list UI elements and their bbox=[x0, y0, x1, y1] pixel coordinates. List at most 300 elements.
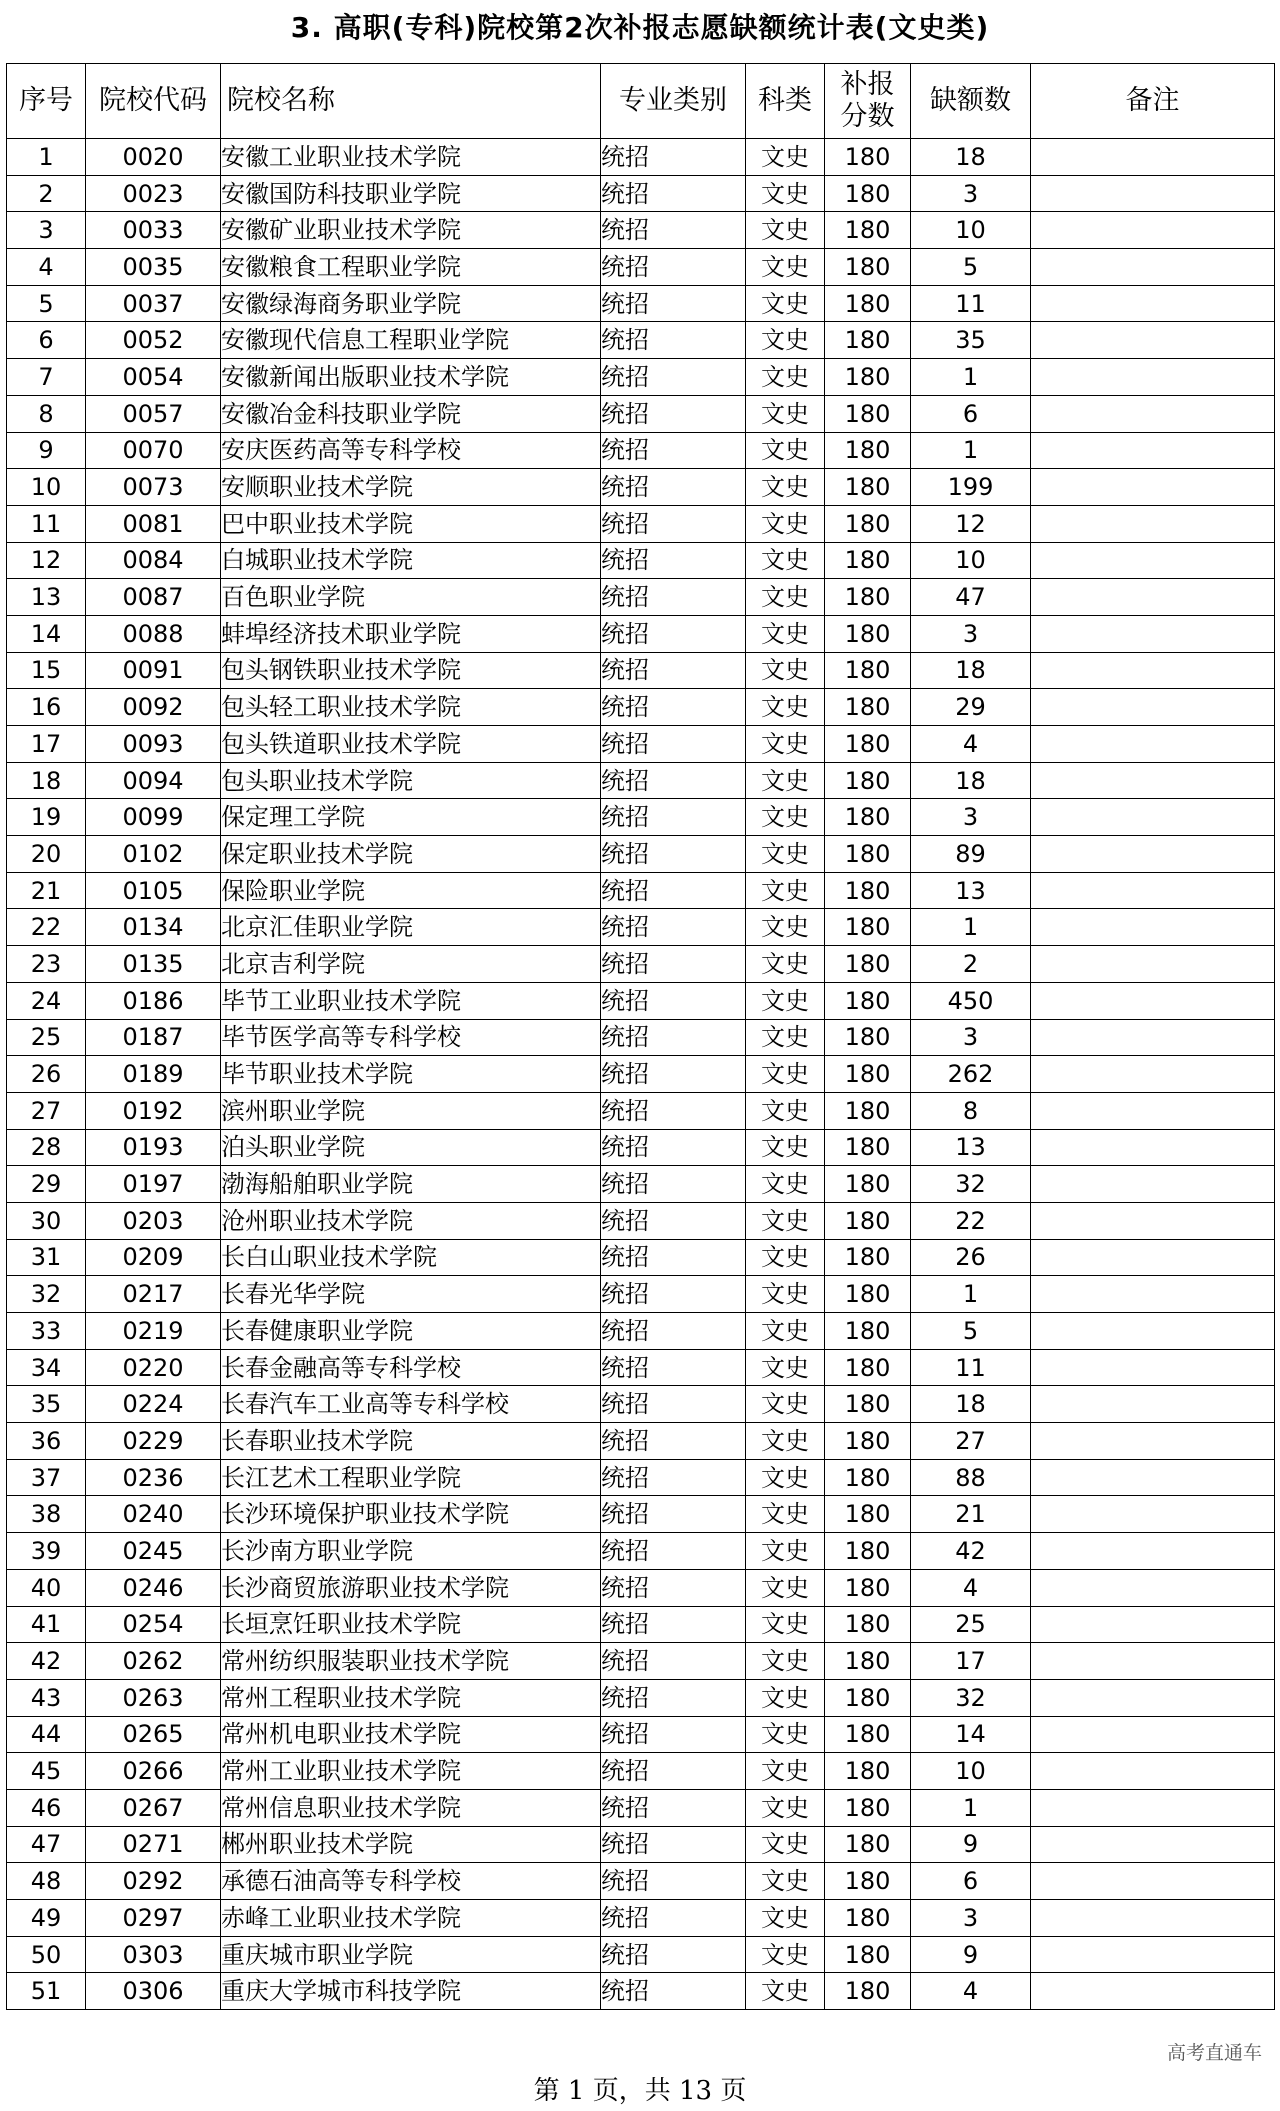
cell-name: 沧州职业技术学院 bbox=[221, 1202, 601, 1239]
cell-note bbox=[1031, 1056, 1275, 1093]
cell-score: 180 bbox=[825, 652, 911, 689]
cell-vacancy: 4 bbox=[911, 1973, 1031, 2010]
cell-seq: 39 bbox=[7, 1533, 86, 1570]
cell-major: 统招 bbox=[601, 1789, 746, 1826]
cell-seq: 17 bbox=[7, 726, 86, 763]
cell-major: 统招 bbox=[601, 542, 746, 579]
cell-name: 长江艺术工程职业学院 bbox=[221, 1459, 601, 1496]
cell-vacancy: 88 bbox=[911, 1459, 1031, 1496]
cell-major: 统招 bbox=[601, 322, 746, 359]
cell-name: 保定理工学院 bbox=[221, 799, 601, 836]
cell-code: 0220 bbox=[86, 1349, 221, 1386]
cell-code: 0093 bbox=[86, 726, 221, 763]
cell-score: 180 bbox=[825, 1533, 911, 1570]
table-row bbox=[7, 139, 1275, 176]
cell-code: 0189 bbox=[86, 1056, 221, 1093]
cell-code: 0088 bbox=[86, 615, 221, 652]
cell-name: 安徽工业职业技术学院 bbox=[221, 139, 601, 176]
cell-score: 180 bbox=[825, 1166, 911, 1203]
table-row bbox=[7, 1423, 1275, 1460]
cell-score: 180 bbox=[825, 1349, 911, 1386]
cell-note bbox=[1031, 982, 1275, 1019]
cell-score: 180 bbox=[825, 1496, 911, 1533]
cell-note bbox=[1031, 1129, 1275, 1166]
cell-note bbox=[1031, 762, 1275, 799]
cell-code: 0087 bbox=[86, 579, 221, 616]
cell-name: 长春光华学院 bbox=[221, 1276, 601, 1313]
cell-seq: 41 bbox=[7, 1606, 86, 1643]
cell-code: 0263 bbox=[86, 1679, 221, 1716]
watermark: 高考直通车 bbox=[1166, 2042, 1262, 2064]
cell-seq: 47 bbox=[7, 1826, 86, 1863]
cell-vacancy: 3 bbox=[911, 615, 1031, 652]
cell-seq: 40 bbox=[7, 1569, 86, 1606]
cell-vacancy: 22 bbox=[911, 1202, 1031, 1239]
cell-name: 安徽现代信息工程职业学院 bbox=[221, 322, 601, 359]
table-row bbox=[7, 395, 1275, 432]
table-row bbox=[7, 1092, 1275, 1129]
cell-score: 180 bbox=[825, 359, 911, 396]
cell-seq: 22 bbox=[7, 909, 86, 946]
cell-vacancy: 6 bbox=[911, 395, 1031, 432]
cell-name: 长沙环境保护职业技术学院 bbox=[221, 1496, 601, 1533]
cell-name: 长沙南方职业学院 bbox=[221, 1533, 601, 1570]
cell-major: 统招 bbox=[601, 139, 746, 176]
cell-score: 180 bbox=[825, 469, 911, 506]
table-row bbox=[7, 285, 1275, 322]
table-row bbox=[7, 652, 1275, 689]
cell-score: 180 bbox=[825, 1863, 911, 1900]
cell-vacancy: 5 bbox=[911, 1313, 1031, 1350]
cell-major: 统招 bbox=[601, 579, 746, 616]
page-title: 3. 高职(专科)院校第2次补报志愿缺额统计表(文史类) bbox=[290, 11, 990, 44]
cell-note bbox=[1031, 909, 1275, 946]
cell-note bbox=[1031, 946, 1275, 983]
cell-seq: 9 bbox=[7, 432, 86, 469]
cell-major: 统招 bbox=[601, 1386, 746, 1423]
cell-name: 安徽国防科技职业学院 bbox=[221, 175, 601, 212]
table-row bbox=[7, 726, 1275, 763]
cell-note bbox=[1031, 1386, 1275, 1423]
table-row bbox=[7, 762, 1275, 799]
cell-score: 180 bbox=[825, 505, 911, 542]
cell-code: 0054 bbox=[86, 359, 221, 396]
cell-note bbox=[1031, 1459, 1275, 1496]
table-row bbox=[7, 1973, 1275, 2010]
cell-major: 统招 bbox=[601, 1716, 746, 1753]
cell-score: 180 bbox=[825, 1679, 911, 1716]
cell-subject: 文史 bbox=[746, 579, 825, 616]
cell-note bbox=[1031, 726, 1275, 763]
cell-vacancy: 25 bbox=[911, 1606, 1031, 1643]
cell-vacancy: 89 bbox=[911, 836, 1031, 873]
cell-major: 统招 bbox=[601, 1569, 746, 1606]
cell-subject: 文史 bbox=[746, 212, 825, 249]
cell-name: 长垣烹饪职业技术学院 bbox=[221, 1606, 601, 1643]
cell-code: 0265 bbox=[86, 1716, 221, 1753]
cell-subject: 文史 bbox=[746, 1569, 825, 1606]
cell-subject: 文史 bbox=[746, 249, 825, 286]
cell-name: 赤峰工业职业技术学院 bbox=[221, 1900, 601, 1937]
cell-score: 180 bbox=[825, 799, 911, 836]
cell-vacancy: 42 bbox=[911, 1533, 1031, 1570]
cell-subject: 文史 bbox=[746, 542, 825, 579]
cell-note bbox=[1031, 652, 1275, 689]
cell-seq: 50 bbox=[7, 1936, 86, 1973]
table-row bbox=[7, 982, 1275, 1019]
table-row bbox=[7, 1056, 1275, 1093]
cell-subject: 文史 bbox=[746, 1386, 825, 1423]
cell-vacancy: 10 bbox=[911, 542, 1031, 579]
cell-score: 180 bbox=[825, 1056, 911, 1093]
cell-seq: 13 bbox=[7, 579, 86, 616]
cell-code: 0094 bbox=[86, 762, 221, 799]
table-row bbox=[7, 1239, 1275, 1276]
cell-subject: 文史 bbox=[746, 1166, 825, 1203]
table-row bbox=[7, 432, 1275, 469]
cell-subject: 文史 bbox=[746, 469, 825, 506]
cell-subject: 文史 bbox=[746, 872, 825, 909]
table-row bbox=[7, 505, 1275, 542]
cell-seq: 5 bbox=[7, 285, 86, 322]
page-footer: 第 1 页，共 13 页 bbox=[533, 2076, 747, 2106]
header-name: 院校名称 bbox=[221, 64, 601, 139]
cell-name: 安顺职业技术学院 bbox=[221, 469, 601, 506]
cell-name: 包头职业技术学院 bbox=[221, 762, 601, 799]
cell-vacancy: 17 bbox=[911, 1643, 1031, 1680]
table-row bbox=[7, 1166, 1275, 1203]
cell-name: 安庆医药高等专科学校 bbox=[221, 432, 601, 469]
cell-score: 180 bbox=[825, 395, 911, 432]
table-row bbox=[7, 1900, 1275, 1937]
cell-subject: 文史 bbox=[746, 1496, 825, 1533]
cell-name: 安徽绿海商务职业学院 bbox=[221, 285, 601, 322]
cell-subject: 文史 bbox=[746, 1716, 825, 1753]
cell-subject: 文史 bbox=[746, 762, 825, 799]
cell-subject: 文史 bbox=[746, 1423, 825, 1460]
cell-major: 统招 bbox=[601, 359, 746, 396]
cell-major: 统招 bbox=[601, 1900, 746, 1937]
cell-note bbox=[1031, 1973, 1275, 2010]
cell-vacancy: 1 bbox=[911, 1789, 1031, 1826]
cell-code: 0267 bbox=[86, 1789, 221, 1826]
cell-vacancy: 4 bbox=[911, 726, 1031, 763]
cell-major: 统招 bbox=[601, 1826, 746, 1863]
table-row bbox=[7, 1643, 1275, 1680]
cell-seq: 37 bbox=[7, 1459, 86, 1496]
cell-major: 统招 bbox=[601, 1423, 746, 1460]
cell-vacancy: 1 bbox=[911, 359, 1031, 396]
cell-score: 180 bbox=[825, 1239, 911, 1276]
cell-vacancy: 262 bbox=[911, 1056, 1031, 1093]
cell-subject: 文史 bbox=[746, 615, 825, 652]
cell-code: 0186 bbox=[86, 982, 221, 1019]
table-row bbox=[7, 872, 1275, 909]
cell-score: 180 bbox=[825, 909, 911, 946]
table-row bbox=[7, 469, 1275, 506]
cell-name: 长春汽车工业高等专科学校 bbox=[221, 1386, 601, 1423]
cell-subject: 文史 bbox=[746, 359, 825, 396]
cell-vacancy: 199 bbox=[911, 469, 1031, 506]
cell-seq: 1 bbox=[7, 139, 86, 176]
header-score-text bbox=[841, 69, 895, 133]
table-row bbox=[7, 1386, 1275, 1423]
cell-note bbox=[1031, 1496, 1275, 1533]
cell-subject: 文史 bbox=[746, 1056, 825, 1093]
cell-code: 0092 bbox=[86, 689, 221, 726]
cell-vacancy: 1 bbox=[911, 1276, 1031, 1313]
cell-note bbox=[1031, 505, 1275, 542]
cell-subject: 文史 bbox=[746, 1533, 825, 1570]
cell-vacancy: 18 bbox=[911, 1386, 1031, 1423]
cell-major: 统招 bbox=[601, 1863, 746, 1900]
cell-seq: 33 bbox=[7, 1313, 86, 1350]
cell-vacancy: 6 bbox=[911, 1863, 1031, 1900]
cell-vacancy: 35 bbox=[911, 322, 1031, 359]
cell-major: 统招 bbox=[601, 249, 746, 286]
table-row bbox=[7, 322, 1275, 359]
cell-vacancy: 2 bbox=[911, 946, 1031, 983]
cell-note bbox=[1031, 212, 1275, 249]
cell-name: 渤海船舶职业学院 bbox=[221, 1166, 601, 1203]
cell-major: 统招 bbox=[601, 689, 746, 726]
cell-seq: 35 bbox=[7, 1386, 86, 1423]
cell-major: 统招 bbox=[601, 212, 746, 249]
cell-code: 0306 bbox=[86, 1973, 221, 2010]
cell-subject: 文史 bbox=[746, 1313, 825, 1350]
cell-vacancy: 3 bbox=[911, 175, 1031, 212]
cell-vacancy: 13 bbox=[911, 872, 1031, 909]
cell-note bbox=[1031, 1826, 1275, 1863]
cell-code: 0254 bbox=[86, 1606, 221, 1643]
cell-major: 统招 bbox=[601, 1496, 746, 1533]
table-row bbox=[7, 1789, 1275, 1826]
cell-seq: 42 bbox=[7, 1643, 86, 1680]
table-row bbox=[7, 579, 1275, 616]
cell-major: 统招 bbox=[601, 1533, 746, 1570]
header-code: 院校代码 bbox=[86, 64, 221, 139]
cell-vacancy: 14 bbox=[911, 1716, 1031, 1753]
cell-seq: 30 bbox=[7, 1202, 86, 1239]
cell-code: 0271 bbox=[86, 1826, 221, 1863]
cell-subject: 文史 bbox=[746, 1973, 825, 2010]
cell-seq: 46 bbox=[7, 1789, 86, 1826]
cell-major: 统招 bbox=[601, 395, 746, 432]
cell-vacancy: 1 bbox=[911, 432, 1031, 469]
table-row bbox=[7, 1202, 1275, 1239]
cell-score: 180 bbox=[825, 139, 911, 176]
cell-seq: 32 bbox=[7, 1276, 86, 1313]
cell-note bbox=[1031, 689, 1275, 726]
cell-name: 滨州职业学院 bbox=[221, 1092, 601, 1129]
cell-subject: 文史 bbox=[746, 1202, 825, 1239]
table-row bbox=[7, 212, 1275, 249]
cell-seq: 24 bbox=[7, 982, 86, 1019]
cell-score: 180 bbox=[825, 285, 911, 322]
header-score bbox=[825, 64, 911, 139]
cell-code: 0266 bbox=[86, 1753, 221, 1790]
cell-subject: 文史 bbox=[746, 652, 825, 689]
cell-note bbox=[1031, 359, 1275, 396]
cell-major: 统招 bbox=[601, 652, 746, 689]
cell-vacancy: 18 bbox=[911, 139, 1031, 176]
cell-note bbox=[1031, 1716, 1275, 1753]
cell-seq: 12 bbox=[7, 542, 86, 579]
table-header-row bbox=[7, 64, 1275, 139]
cell-score: 180 bbox=[825, 946, 911, 983]
cell-seq: 29 bbox=[7, 1166, 86, 1203]
cell-vacancy: 29 bbox=[911, 689, 1031, 726]
cell-major: 统招 bbox=[601, 1753, 746, 1790]
cell-score: 180 bbox=[825, 726, 911, 763]
cell-note bbox=[1031, 469, 1275, 506]
cell-note bbox=[1031, 542, 1275, 579]
table-row bbox=[7, 1533, 1275, 1570]
cell-note bbox=[1031, 1019, 1275, 1056]
cell-seq: 51 bbox=[7, 1973, 86, 2010]
cell-code: 0070 bbox=[86, 432, 221, 469]
cell-vacancy: 10 bbox=[911, 212, 1031, 249]
table-row bbox=[7, 1276, 1275, 1313]
cell-name: 北京吉利学院 bbox=[221, 946, 601, 983]
cell-note bbox=[1031, 1679, 1275, 1716]
cell-note bbox=[1031, 615, 1275, 652]
cell-subject: 文史 bbox=[746, 909, 825, 946]
cell-subject: 文史 bbox=[746, 1936, 825, 1973]
table-row bbox=[7, 799, 1275, 836]
cell-seq: 43 bbox=[7, 1679, 86, 1716]
cell-major: 统招 bbox=[601, 469, 746, 506]
cell-vacancy: 3 bbox=[911, 1019, 1031, 1056]
cell-note bbox=[1031, 836, 1275, 873]
cell-code: 0033 bbox=[86, 212, 221, 249]
cell-code: 0192 bbox=[86, 1092, 221, 1129]
cell-note bbox=[1031, 1753, 1275, 1790]
header-major: 专业类别 bbox=[601, 64, 746, 139]
cell-code: 0262 bbox=[86, 1643, 221, 1680]
table-row bbox=[7, 249, 1275, 286]
cell-seq: 4 bbox=[7, 249, 86, 286]
cell-note bbox=[1031, 1936, 1275, 1973]
cell-subject: 文史 bbox=[746, 982, 825, 1019]
cell-code: 0246 bbox=[86, 1569, 221, 1606]
cell-major: 统招 bbox=[601, 1459, 746, 1496]
cell-major: 统招 bbox=[601, 1129, 746, 1166]
cell-seq: 49 bbox=[7, 1900, 86, 1937]
cell-note bbox=[1031, 1202, 1275, 1239]
cell-code: 0229 bbox=[86, 1423, 221, 1460]
cell-seq: 20 bbox=[7, 836, 86, 873]
cell-name: 北京汇佳职业学院 bbox=[221, 909, 601, 946]
cell-note bbox=[1031, 1092, 1275, 1129]
cell-subject: 文史 bbox=[746, 946, 825, 983]
cell-score: 180 bbox=[825, 689, 911, 726]
cell-score: 180 bbox=[825, 1459, 911, 1496]
cell-note bbox=[1031, 1349, 1275, 1386]
cell-seq: 7 bbox=[7, 359, 86, 396]
cell-vacancy: 26 bbox=[911, 1239, 1031, 1276]
cell-code: 0084 bbox=[86, 542, 221, 579]
cell-vacancy: 10 bbox=[911, 1753, 1031, 1790]
table-row bbox=[7, 946, 1275, 983]
cell-score: 180 bbox=[825, 1019, 911, 1056]
cell-score: 180 bbox=[825, 1606, 911, 1643]
cell-note bbox=[1031, 285, 1275, 322]
table-row bbox=[7, 175, 1275, 212]
cell-vacancy: 9 bbox=[911, 1936, 1031, 1973]
header-score-line2: 分数 bbox=[840, 101, 895, 132]
cell-name: 百色职业学院 bbox=[221, 579, 601, 616]
cell-code: 0052 bbox=[86, 322, 221, 359]
cell-note bbox=[1031, 1533, 1275, 1570]
cell-seq: 19 bbox=[7, 799, 86, 836]
cell-major: 统招 bbox=[601, 1679, 746, 1716]
cell-note bbox=[1031, 799, 1275, 836]
cell-code: 0297 bbox=[86, 1900, 221, 1937]
cell-code: 0193 bbox=[86, 1129, 221, 1166]
cell-code: 0102 bbox=[86, 836, 221, 873]
cell-vacancy: 32 bbox=[911, 1679, 1031, 1716]
cell-note bbox=[1031, 139, 1275, 176]
table-row bbox=[7, 1753, 1275, 1790]
cell-seq: 27 bbox=[7, 1092, 86, 1129]
cell-name: 安徽矿业职业技术学院 bbox=[221, 212, 601, 249]
cell-code: 0203 bbox=[86, 1202, 221, 1239]
table-row bbox=[7, 1936, 1275, 1973]
cell-major: 统招 bbox=[601, 615, 746, 652]
cell-subject: 文史 bbox=[746, 505, 825, 542]
cell-code: 0057 bbox=[86, 395, 221, 432]
cell-major: 统招 bbox=[601, 1349, 746, 1386]
cell-name: 常州机电职业技术学院 bbox=[221, 1716, 601, 1753]
cell-name: 长白山职业技术学院 bbox=[221, 1239, 601, 1276]
cell-code: 0303 bbox=[86, 1936, 221, 1973]
cell-subject: 文史 bbox=[746, 1789, 825, 1826]
cell-vacancy: 18 bbox=[911, 652, 1031, 689]
cell-subject: 文史 bbox=[746, 175, 825, 212]
cell-note bbox=[1031, 1239, 1275, 1276]
cell-subject: 文史 bbox=[746, 1349, 825, 1386]
cell-major: 统招 bbox=[601, 799, 746, 836]
cell-note bbox=[1031, 322, 1275, 359]
cell-name: 重庆大学城市科技学院 bbox=[221, 1973, 601, 2010]
cell-name: 长春金融高等专科学校 bbox=[221, 1349, 601, 1386]
cell-seq: 25 bbox=[7, 1019, 86, 1056]
cell-seq: 44 bbox=[7, 1716, 86, 1753]
table-row bbox=[7, 615, 1275, 652]
cell-code: 0197 bbox=[86, 1166, 221, 1203]
cell-major: 统招 bbox=[601, 946, 746, 983]
cell-major: 统招 bbox=[601, 1166, 746, 1203]
table-row bbox=[7, 689, 1275, 726]
table-row bbox=[7, 1606, 1275, 1643]
cell-name: 蚌埠经济技术职业学院 bbox=[221, 615, 601, 652]
cell-subject: 文史 bbox=[746, 1019, 825, 1056]
cell-major: 统招 bbox=[601, 432, 746, 469]
cell-major: 统招 bbox=[601, 1276, 746, 1313]
cell-score: 180 bbox=[825, 212, 911, 249]
cell-note bbox=[1031, 1569, 1275, 1606]
cell-major: 统招 bbox=[601, 1606, 746, 1643]
cell-vacancy: 3 bbox=[911, 1900, 1031, 1937]
cell-major: 统招 bbox=[601, 505, 746, 542]
cell-code: 0099 bbox=[86, 799, 221, 836]
cell-score: 180 bbox=[825, 175, 911, 212]
cell-score: 180 bbox=[825, 1789, 911, 1826]
cell-major: 统招 bbox=[601, 1202, 746, 1239]
cell-seq: 10 bbox=[7, 469, 86, 506]
cell-subject: 文史 bbox=[746, 1276, 825, 1313]
